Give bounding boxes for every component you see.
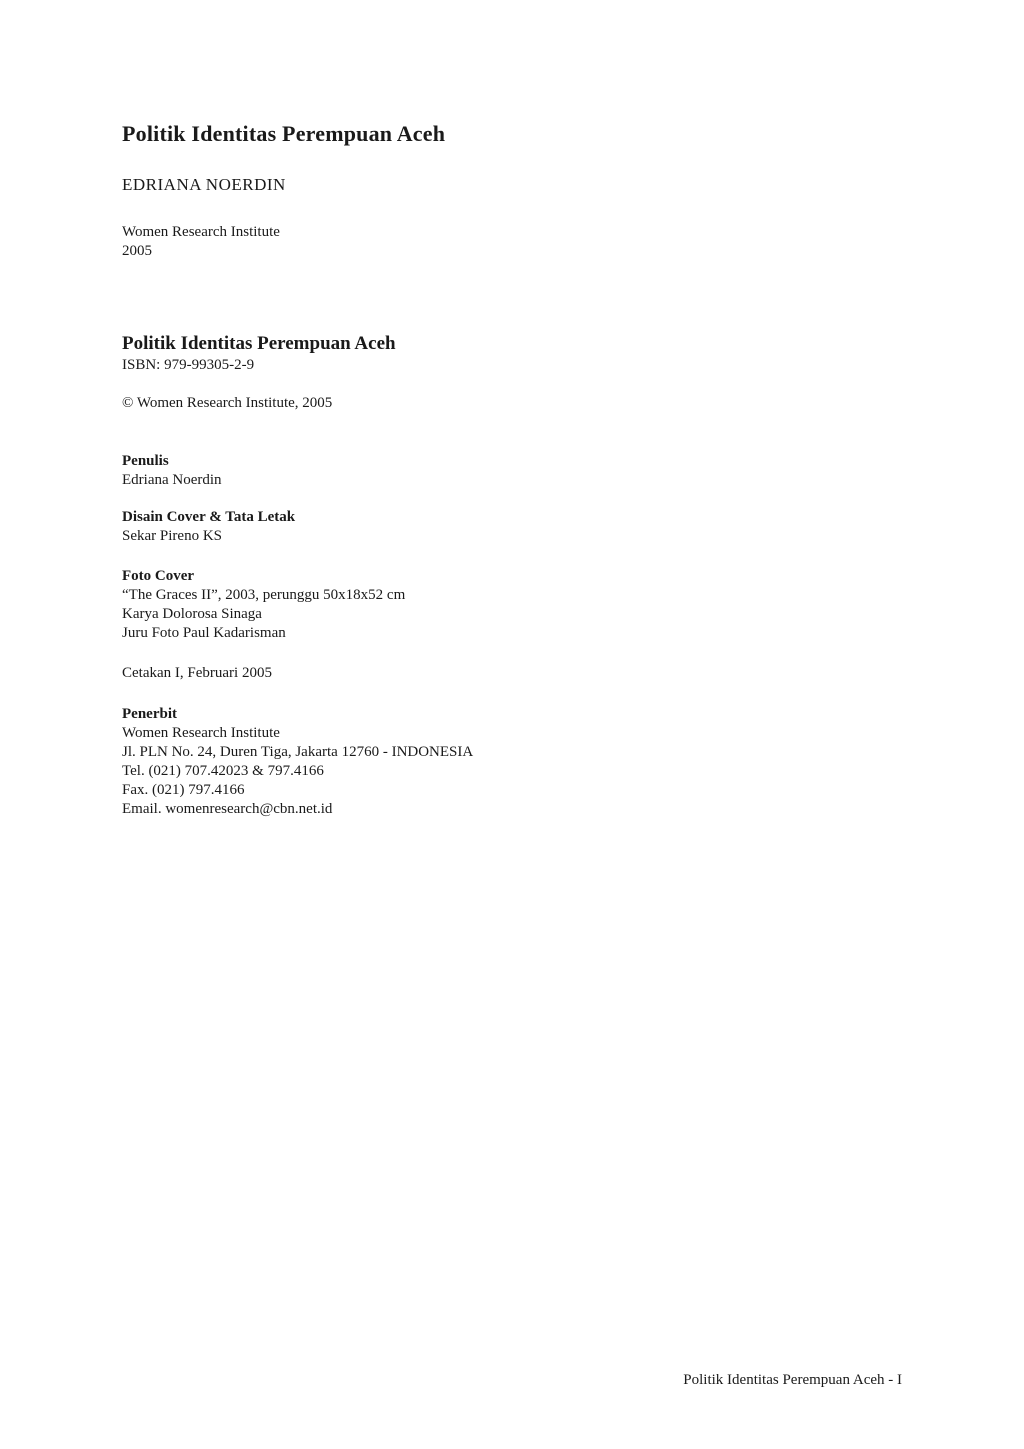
foto-cover-photographer: Juru Foto Paul Kadarisman bbox=[122, 625, 286, 641]
section-heading-penerbit: Penerbit bbox=[122, 706, 177, 722]
footer-page-label: Politik Identitas Perempuan Aceh - I bbox=[683, 1372, 902, 1388]
institute-name: Women Research Institute bbox=[122, 224, 280, 240]
publisher-year-block bbox=[122, 223, 280, 261]
section-heading-foto-cover: Foto Cover bbox=[122, 568, 195, 584]
section-penerbit bbox=[122, 705, 473, 819]
penerbit-address: Jl. PLN No. 24, Duren Tiga, Jakarta 12760 - INDONESIA bbox=[122, 744, 474, 760]
isbn: ISBN: 979-99305-2-9 bbox=[122, 357, 255, 373]
foto-cover-artist: Karya Dolorosa Sinaga bbox=[122, 606, 262, 622]
section-penulis bbox=[122, 452, 222, 490]
author-name: EDRIANA NOERDIN bbox=[122, 175, 286, 194]
disain-cover-name: Sekar Pireno KS bbox=[122, 528, 222, 544]
book-title: Politik Identitas Perempuan Aceh bbox=[122, 121, 446, 146]
section-heading-disain-cover: Disain Cover & Tata Letak bbox=[122, 509, 296, 525]
publication-year: 2005 bbox=[122, 243, 152, 259]
section-disain-cover bbox=[122, 508, 295, 546]
penerbit-telephone: Tel. (021) 707.42023 & 797.4166 bbox=[122, 763, 324, 779]
penerbit-email: Email. womenresearch@cbn.net.id bbox=[122, 801, 333, 817]
penerbit-name: Women Research Institute bbox=[122, 725, 280, 741]
edition-statement: Cetakan I, Februari 2005 bbox=[122, 665, 272, 681]
foto-cover-artwork: “The Graces II”, 2003, perunggu 50x18x52 cm bbox=[122, 587, 406, 603]
copyright-notice: © Women Research Institute, 2005 bbox=[122, 395, 333, 411]
section-foto-cover bbox=[122, 567, 405, 643]
penulis-name: Edriana Noerdin bbox=[122, 472, 222, 488]
imprint-title: Politik Identitas Perempuan Aceh bbox=[122, 333, 396, 354]
penerbit-fax: Fax. (021) 797.4166 bbox=[122, 782, 245, 798]
section-heading-penulis: Penulis bbox=[122, 453, 169, 469]
